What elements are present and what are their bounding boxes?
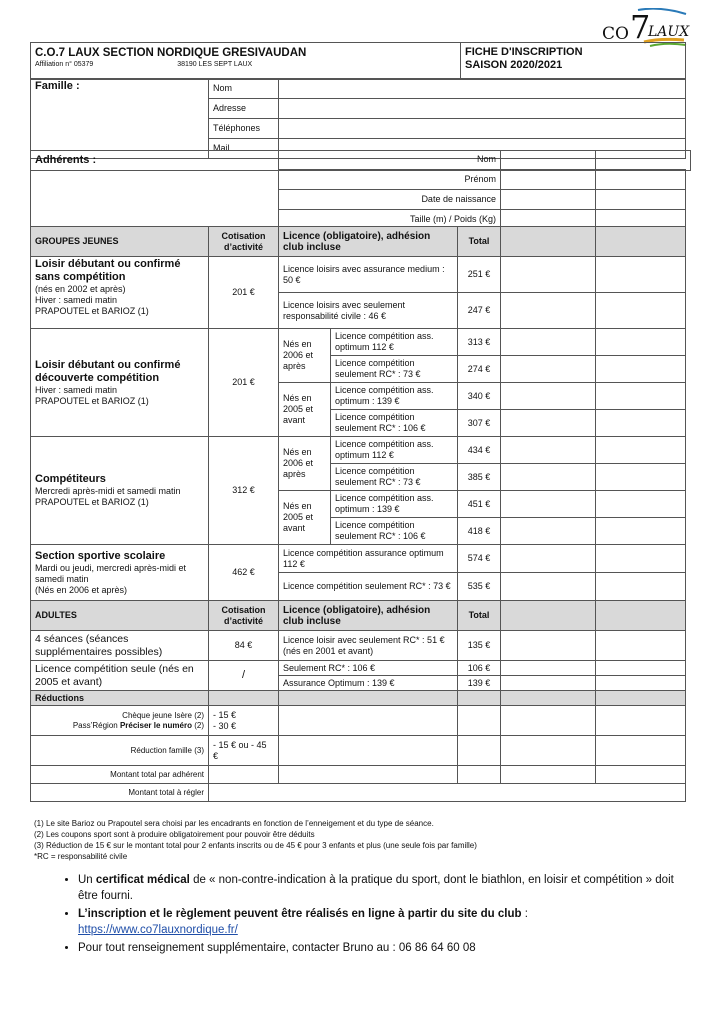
- total-value: 251 €: [458, 257, 501, 293]
- reduction-cell[interactable]: [501, 736, 596, 766]
- adultes-seances: 4 séances (séances supplémentaires possibles): [31, 631, 209, 661]
- licence-option: Assurance Optimum : 139 €: [279, 676, 458, 691]
- adherent-1-prenom-cell[interactable]: [501, 170, 596, 190]
- group-section-sportive-scolaire: Section sportive scolaire Mardi ou jeudi, mercredi après-midi et samedi matin (Nés en 2006 et après): [31, 545, 209, 601]
- famille-adresse-input[interactable]: [279, 99, 686, 119]
- adherents-fields-table: [30, 150, 686, 230]
- montant-cell[interactable]: [458, 766, 501, 784]
- choice-cell[interactable]: [596, 464, 686, 491]
- adherent-field-label: Date de naissance: [279, 190, 501, 210]
- licence-option: Licence compétition seulement RC* : 73 €: [331, 356, 458, 383]
- choice-cell[interactable]: [596, 293, 686, 329]
- adherent-2-prenom-cell[interactable]: [596, 170, 686, 190]
- total-value: 340 €: [458, 383, 501, 410]
- reduction-famille-label: Réduction famille (3): [31, 736, 209, 766]
- choice-cell[interactable]: [501, 293, 596, 329]
- col-cotisation: Cotisation d’activité: [209, 601, 279, 631]
- licence-option: Seulement RC* : 106 €: [279, 661, 458, 676]
- club-address: 38190 LES SEPT LAUX: [177, 61, 253, 68]
- licence-option: Licence loisirs avec assurance medium : 50 €: [279, 257, 458, 293]
- club-website-link[interactable]: https://www.co7lauxnordique.fr/: [78, 924, 238, 936]
- licence-option: Licence compétition assurance optimum 112 €: [279, 545, 458, 573]
- choice-cell[interactable]: [501, 491, 596, 518]
- footnote: (2) Les coupons sport sont à produire obligatoirement pour pouvoir être déduits: [34, 830, 315, 839]
- choice-cell[interactable]: [596, 383, 686, 410]
- famille-field-label: Téléphones: [209, 119, 279, 139]
- col-cotisation: Cotisation d’activité: [209, 227, 279, 257]
- col-licence: Licence (obligatoire), adhésion club incluse: [279, 601, 458, 631]
- famille-label: Famille :: [31, 79, 209, 159]
- choice-cell[interactable]: [596, 545, 686, 573]
- licence-option: Licence compétition ass. optimum : 139 €: [331, 383, 458, 410]
- choice-cell[interactable]: [501, 545, 596, 573]
- total-value: 418 €: [458, 518, 501, 545]
- total-value: 434 €: [458, 437, 501, 464]
- choice-cell[interactable]: [501, 329, 596, 356]
- famille-telephones-input[interactable]: [279, 119, 686, 139]
- reduction-cell[interactable]: [279, 706, 458, 736]
- col-total: Total: [458, 601, 501, 631]
- choice-cell[interactable]: [596, 410, 686, 437]
- choice-cell[interactable]: [501, 410, 596, 437]
- total-value: 307 €: [458, 410, 501, 437]
- age-category: Nés en 2006 et après: [279, 437, 331, 491]
- licence-option: Licence compétition seulement RC* : 106 €: [331, 410, 458, 437]
- total-value: 574 €: [458, 545, 501, 573]
- family-table: [30, 78, 686, 159]
- cheque-pass-labels: Chèque jeune Isère (2) Pass’Région Préciser le numéro (2): [31, 706, 209, 736]
- montant-adherent-label: Montant total par adhérent: [31, 766, 209, 784]
- adherent-2-naissance-cell[interactable]: [596, 190, 686, 210]
- bullet-certificat: • Un certificat médical de « non-contre-indication à la pratique du sport, dont le biathlon, en loisir et compétition » doit être fourni.: [78, 872, 678, 904]
- licence-option: Licence compétition seulement RC* : 106 €: [331, 518, 458, 545]
- tariff-table: [30, 226, 686, 802]
- reductions-label: Réductions: [31, 691, 209, 706]
- group-competiteurs: Compétiteurs Mercredi après-midi et samedi matin PRAPOUTEL et BARIOZ (1): [31, 437, 209, 545]
- group-loisir-decouverte-competition: Loisir débutant ou confirmé découverte compétition Hiver : samedi matin PRAPOUTEL et BARIOZ (1): [31, 329, 209, 437]
- reduction-cell[interactable]: [501, 706, 596, 736]
- montant-cell[interactable]: [501, 766, 596, 784]
- total-value: 274 €: [458, 356, 501, 383]
- form-header: [461, 43, 686, 80]
- famille-field-label: Mail: [209, 139, 279, 159]
- choice-cell[interactable]: [501, 356, 596, 383]
- choice-cell[interactable]: [596, 329, 686, 356]
- choice-cell[interactable]: [596, 518, 686, 545]
- col-groupes-jeunes: GROUPES JEUNES: [31, 227, 209, 257]
- header-table: [30, 42, 686, 80]
- choice-cell[interactable]: [596, 491, 686, 518]
- reduction-cell[interactable]: [596, 736, 686, 766]
- licence-option: Licence compétition seulement RC* : 73 €: [279, 573, 458, 601]
- reduction-cell[interactable]: [596, 706, 686, 736]
- age-category: Nés en 2005 et avant: [279, 491, 331, 545]
- famille-field-label: Nom: [209, 79, 279, 99]
- cheque-pass-amounts: - 15 € - 30 €: [209, 706, 279, 736]
- choice-cell[interactable]: [501, 573, 596, 601]
- total-value: 247 €: [458, 293, 501, 329]
- footnote: (3) Réduction de 15 € sur le montant total pour 2 enfants inscrits ou de 45 € pour 3 enfants et plus (une seule fois par famille): [34, 841, 477, 850]
- reduction-famille-amount: - 15 € ou - 45 €: [209, 736, 279, 766]
- choice-cell[interactable]: [501, 383, 596, 410]
- cotisation-value: 462 €: [209, 545, 279, 601]
- licence-option: Licence compétition ass. optimum 112 €: [331, 329, 458, 356]
- reduction-cell[interactable]: [279, 736, 458, 766]
- reduction-cell[interactable]: [458, 736, 501, 766]
- choice-cell[interactable]: [596, 631, 686, 661]
- licence-option: Licence compétition ass. optimum : 139 €: [331, 491, 458, 518]
- choice-cell[interactable]: [501, 661, 596, 676]
- total-value: 535 €: [458, 573, 501, 601]
- club-header: [31, 43, 461, 80]
- adultes-competition-seule: Licence compétition seule (nés en 2005 et avant): [31, 661, 209, 691]
- footnote: (1) Le site Barioz ou Prapoutel sera choisi par les encadrants en fonction de l’enneigement et du type de séance.: [34, 819, 434, 828]
- club-name: C.O.7 LAUX SECTION NORDIQUE GRESIVAUDAN: [35, 47, 307, 59]
- montant-regler-cell[interactable]: [209, 784, 686, 802]
- footnotes: [34, 818, 684, 862]
- adherent-field-label: Taille (m) / Poids (Kg): [279, 210, 501, 230]
- total-value: 135 €: [458, 631, 501, 661]
- licence-option: Licence compétition ass. optimum 112 €: [331, 437, 458, 464]
- choice-cell[interactable]: [501, 464, 596, 491]
- info-bullets: [38, 872, 678, 958]
- col-licence: Licence (obligatoire), adhésion club incluse: [279, 227, 458, 257]
- licence-option: Licence compétition seulement RC* : 73 €: [331, 464, 458, 491]
- col-total: Total: [458, 227, 501, 257]
- reduction-cell[interactable]: [458, 706, 501, 736]
- adherent-field-label: Prénom: [279, 170, 501, 190]
- season: SAISON 2020/2021: [465, 59, 563, 71]
- cotisation-value: 201 €: [209, 329, 279, 437]
- bullet-inscription: • L’inscription et le règlement peuvent être réalisés en ligne à partir du site du club : https://www.co7lauxnordique.fr/: [78, 906, 678, 938]
- adherents-label: Adhérents :: [31, 151, 501, 171]
- choice-cell[interactable]: [501, 676, 596, 691]
- age-category: Nés en 2005 et avant: [279, 383, 331, 437]
- choice-cell[interactable]: [596, 676, 686, 691]
- cotisation-value: /: [209, 661, 279, 691]
- famille-field-label: Adresse: [209, 99, 279, 119]
- licence-option: Licence loisir avec seulement RC* : 51 € (nés en 2001 et avant): [279, 631, 458, 661]
- choice-cell[interactable]: [596, 437, 686, 464]
- cotisation-value: 201 €: [209, 257, 279, 329]
- adherent-1-naissance-cell[interactable]: [501, 190, 596, 210]
- club-logo: CO 7 LAUX: [602, 8, 690, 46]
- footnote: *RC = responsabilité civile: [34, 852, 128, 861]
- form-title: FICHE D'INSCRIPTION: [465, 46, 583, 58]
- age-category: Nés en 2006 et après: [279, 329, 331, 383]
- total-value: 385 €: [458, 464, 501, 491]
- choice-cell[interactable]: [501, 631, 596, 661]
- total-value: 313 €: [458, 329, 501, 356]
- cotisation-value: 84 €: [209, 631, 279, 661]
- total-value: 451 €: [458, 491, 501, 518]
- choice-cell[interactable]: [501, 257, 596, 293]
- choice-cell[interactable]: [596, 257, 686, 293]
- affiliation: Affiliation n° 05379: [35, 61, 94, 68]
- adherent-field-label: Nom: [279, 150, 501, 170]
- montant-cell[interactable]: [279, 766, 458, 784]
- montant-cell[interactable]: [209, 766, 279, 784]
- choice-cell[interactable]: [596, 661, 686, 676]
- licence-option: Licence loisirs avec seulement responsabilité civile : 46 €: [279, 293, 458, 329]
- cotisation-value: 312 €: [209, 437, 279, 545]
- group-loisir-sans-competition: Loisir débutant ou confirmé sans compétition (nés en 2002 et après) Hiver : samedi matin PRAPOUTEL et BARIOZ (1): [31, 257, 209, 329]
- montant-cell[interactable]: [596, 766, 686, 784]
- choice-cell[interactable]: [501, 437, 596, 464]
- choice-cell[interactable]: [501, 518, 596, 545]
- montant-regler-label: Montant total à régler: [31, 784, 209, 802]
- total-value: 139 €: [458, 676, 501, 691]
- famille-nom-input[interactable]: [279, 79, 686, 99]
- col-adultes: ADULTES: [31, 601, 209, 631]
- bullet-contact: • Pour tout renseignement supplémentaire, contacter Bruno au : 06 86 64 60 08: [78, 940, 678, 956]
- total-value: 106 €: [458, 661, 501, 676]
- choice-cell[interactable]: [596, 356, 686, 383]
- choice-cell[interactable]: [596, 573, 686, 601]
